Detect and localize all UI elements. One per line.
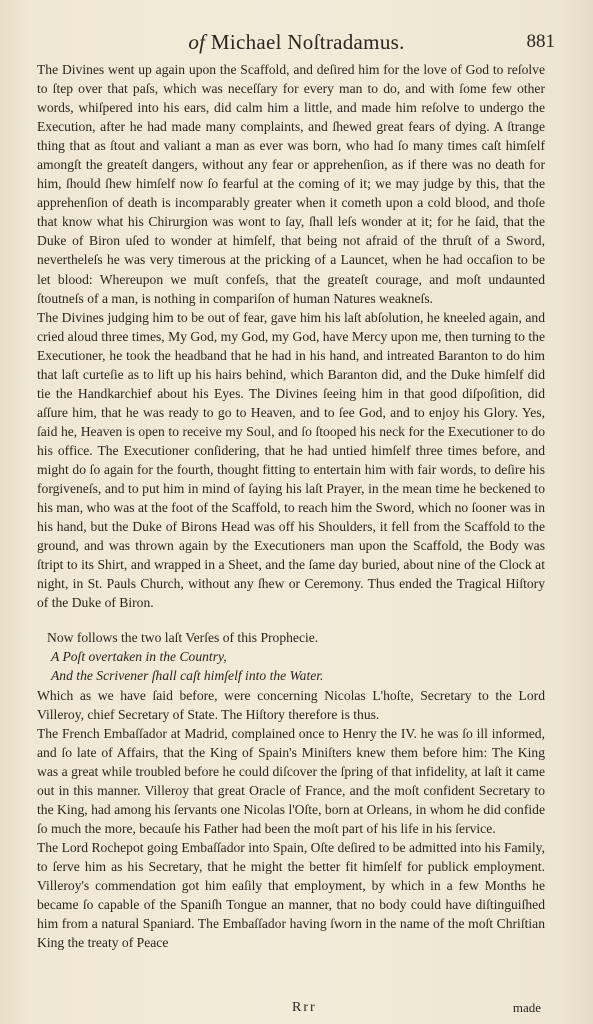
- signature-mark: Rrr: [292, 1000, 317, 1015]
- paragraph: Which as we have ſaid before, were concerning Nicolas L'hoſte, Secretary to the Lord Villeroy, chief Secretary of State. The Hiſtory therefore is thus.: [37, 687, 545, 722]
- verse-intro: Now follows the two laſt Verſes of this Prophecie.: [47, 630, 319, 646]
- running-head-title: Michael Noſtradamus.: [210, 30, 405, 54]
- verse-line: A Poſt overtaken in the Country,: [51, 649, 227, 665]
- page-number: 881: [526, 31, 555, 52]
- running-head-prefix: of: [188, 30, 206, 54]
- body-text: [37, 60, 545, 952]
- paragraph: The French Embaſſador at Madrid, complained once to Henry the IV. he was ſo ill informed, and ſo late of Affairs, that the King of Spain's Miniſters knew them before him: The King was a great while troubled before he could diſcover the ſpring of that infidelity, at laſt it came out in this manner. Villeroy that great Oracle of France, and the moſt confident Secretary to the King, had among his ſervants one Nicolas l'Oſte, born at Orleans, in whom he did confide ſo much the more, becauſe his Father had been the moſt part of his life in his ſervice.: [37, 725, 545, 836]
- running-head: [0, 30, 593, 55]
- catchword: made: [512, 1000, 541, 1015]
- paragraph: The Divines judging him to be out of fear, gave him his laſt abſolution, he kneeled again, and cried aloud three times, My God, my God, my God, have Mercy upon me, then turning to the Executioner, he took the headband that he had in his hand, and intreated Baranton to do him that laſt curteſie as to lift up his hairs behind, which Baranton did, and the Duke himſelf did tie the Handkarchief about his Eyes. The Divines ſeeing him in that good diſpoſition, did aſſure him, that he was ready to go to Heaven, and to ſee God, and to enjoy his Glory. Yes, ſaid he, Heaven is open to receive my Soul, and ſo ſtooped his neck for the Executioner to do his office. The Executioner conſidering, that he had untied himſelf three times before, and might do ſo again for the fourth, thought fitting to entertain him with fair words, to deſire his forgiveneſs, and to put him in mind of ſaying his laſt Prayer, in the mean time he beckened to his man, who was at the foot of the Scaffold, to reach him the Sword, which no ſooner was in his hand, but the Duke of Birons Head was off his Shoulders, it fell from the Scaffold to the ground, and was thrown again by the Executioners man upon the Scaffold, the Body was ſtript to its Shirt, and wrapped in a Sheet, and the ſame day buried, about nine of the Clock at night, in St. Pauls Church, without any ſhew or Ceremony. Thus ended the Tragical Hiſtory of the Duke of Biron.: [37, 309, 545, 611]
- paragraph: The Lord Rochepot going Embaſſador into Spain, Oſte deſired to be admitted into his Family, to ſerve him as his Secretary, that he might the better fit himſelf for publick employment. Villeroy's commendation got him eaſily that employment, by which in a few Months he became ſo capable of the Spaniſh Tongue an manner, that no body could have diſtinguiſhed him from a natural Spaniard. The Embaſſador having ſworn in the name of the moſt Chriſtian King the treaty of Peace: [37, 839, 545, 951]
- verse-line: And the Scrivener ſhall caſt himſelf into the Water.: [51, 668, 324, 684]
- paragraph: The Divines went up again upon the Scaffold, and deſired him for the love of God to reſolve to ſtep over that paſs, which was neceſſary for every man to do, and with ſome few other words, whiſpered into his ears, did calm him a little, and made him reſolve to undergo the Execution, after he had made many complaints, and ſhewed great fears of dying. A ſtrange thing that as ſtout and valiant a man as ever was born, who had ſo many times caſt himſelf amongſt the greateſt dangers, without any fear or apprehenſion, as if there was no death for him, ſhould ſhew himſelf now ſo fearful at the coming of it; we may judge by this, that the apprehenſion of death is incomparably greater when it cometh upon a cold blood, and thoſe that know what his Chirurgion was wont to ſay, ſhall leſs wonder at it; for he ſaid, that the Duke of Biron uſed to wonder at himſelf, that being not afraid of the thruſt of a Sword, nevertheleſs he was very timerous at the pricking of a Launcet, when he had occaſion to be let blood: Whereupon we muſt confeſs, that the greateſt courage, and moſt undaunted ſtoutneſs of a man, is nothing in compariſon of human Natures weakneſs.: [37, 62, 545, 306]
- verse-block: [37, 628, 545, 685]
